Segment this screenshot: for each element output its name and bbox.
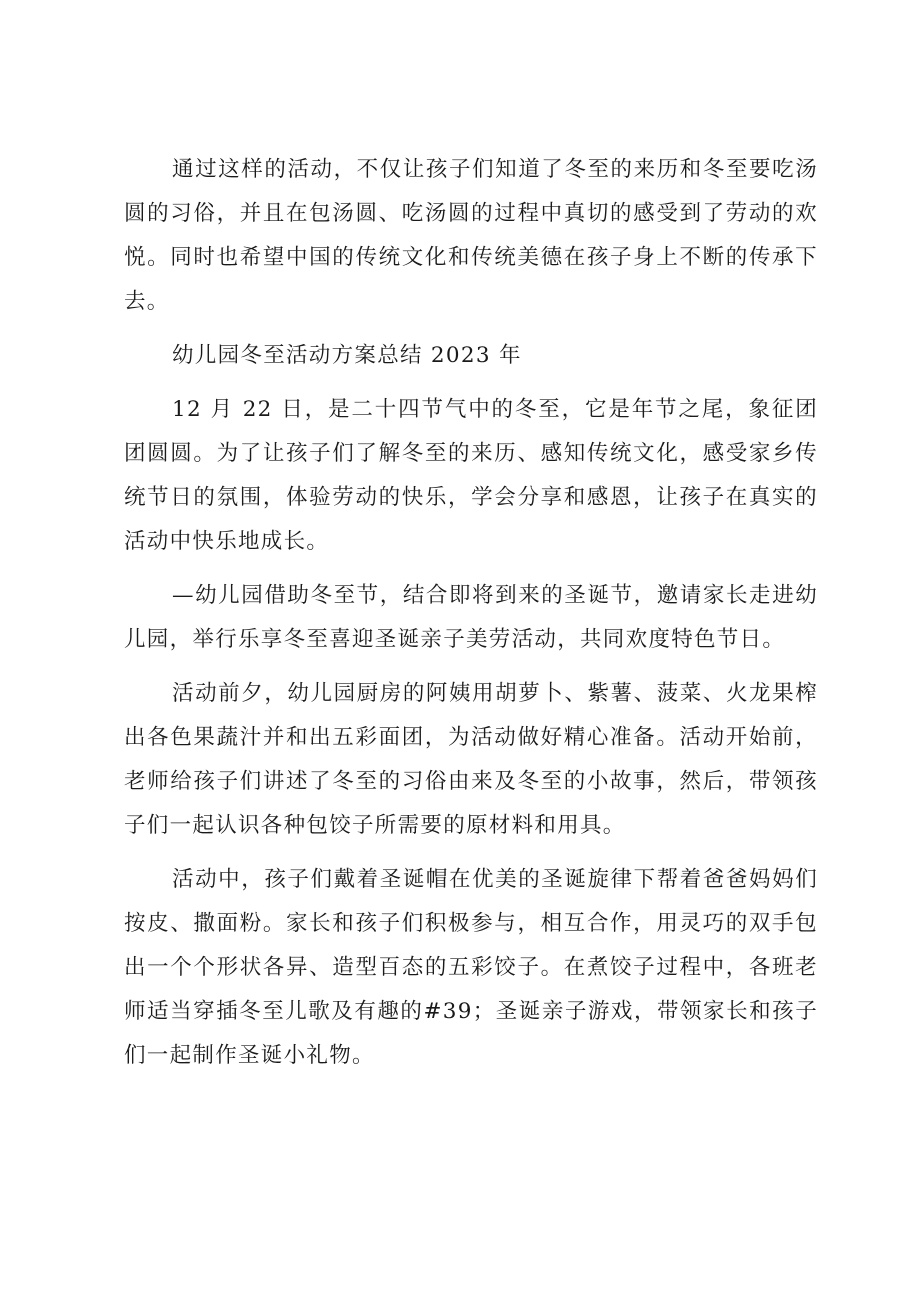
section-heading: 幼儿园冬至活动方案总结 2023 年 (172, 343, 522, 368)
paragraph-activity: 活动中，孩子们戴着圣诞帽在优美的圣诞旋律下帮着爸爸妈妈们按皮、撒面粉。家长和孩子们积极参与，相互合作，用灵巧的双手包出一个个形状各异、造型百态的五彩饺子。在煮饺子过程中，各班老师适当穿插冬至儿歌及有趣的#39；圣诞亲子游戏，带领家长和孩子们一起制作圣诞小礼物。 (124, 867, 818, 1068)
document-body (124, 148, 818, 1088)
paragraph-intro-summary: 通过这样的活动，不仅让孩子们知道了冬至的来历和冬至要吃汤圆的习俗，并且在包汤圆、吃汤圆的过程中真切的感受到了劳动的欢悦。同时也希望中国的传统文化和传统美德在孩子身上不断的传承下去。 (124, 157, 818, 314)
paragraph-date-intro: 12 月 22 日，是二十四节气中的冬至，它是年节之尾，象征团团圆圆。为了让孩子们了解冬至的来历、感知传统文化，感受家乡传统节日的氛围，体验劳动的快乐，学会分享和感恩，让孩子在真实的活动中快乐地成长。 (124, 397, 818, 554)
paragraph-event-invitation: —幼儿园借助冬至节，结合即将到来的圣诞节，邀请家长走进幼儿园，举行乐享冬至喜迎圣诞亲子美劳活动，共同欢度特色节日。 (124, 583, 818, 652)
paragraph-preparation: 活动前夕，幼儿园厨房的阿姨用胡萝卜、紫薯、菠菜、火龙果榨出各色果蔬汁并和出五彩面团，为活动做好精心准备。活动开始前，老师给孩子们讲述了冬至的习俗由来及冬至的小故事，然后，带领孩子们一起认识各种包饺子所需要的原材料和用具。 (124, 681, 818, 838)
